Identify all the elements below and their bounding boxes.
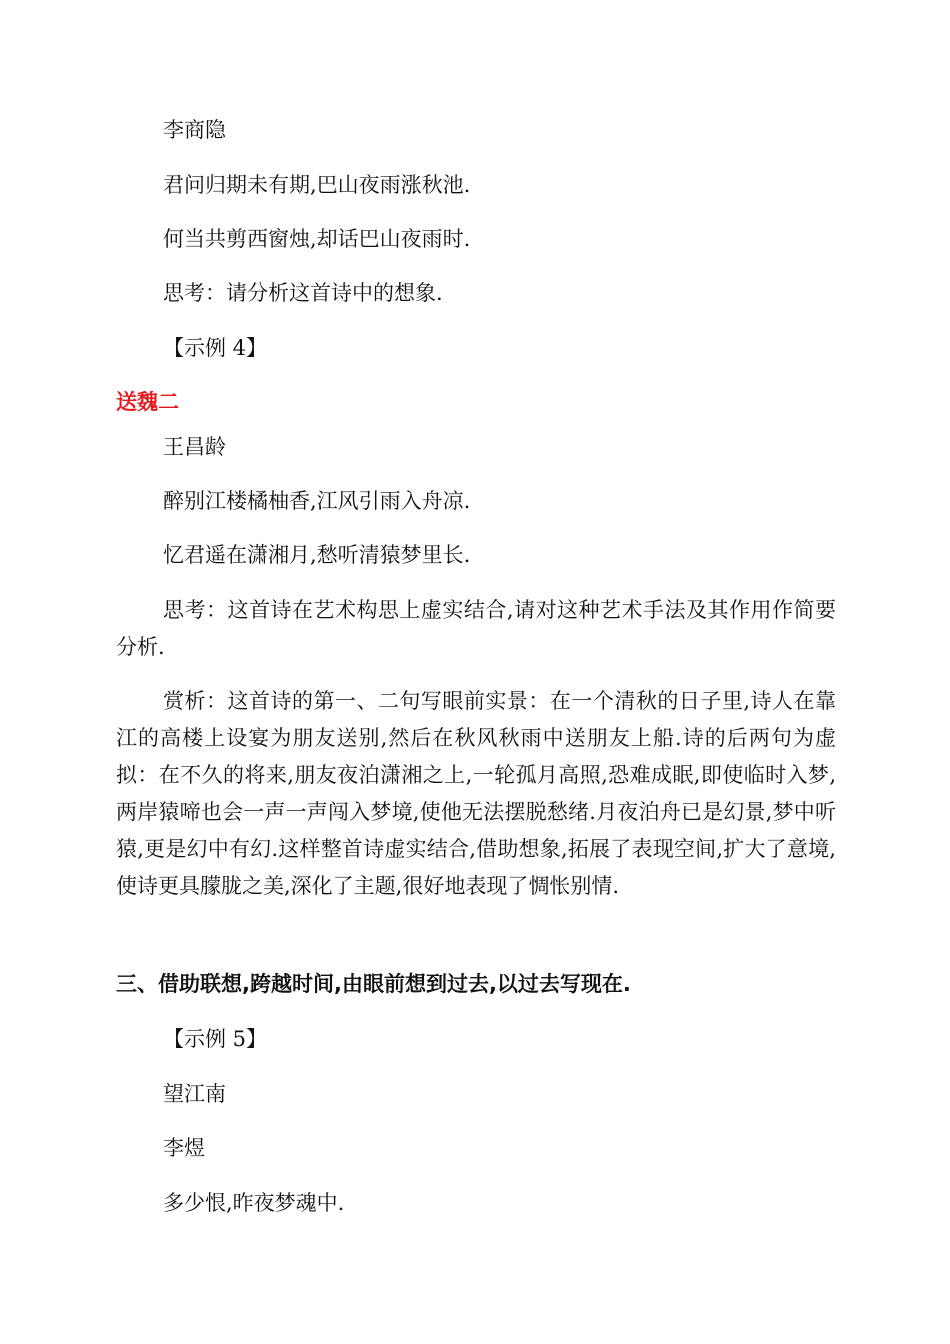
poem-author: 李煜 xyxy=(163,1136,205,1160)
poem-author: 王昌龄 xyxy=(163,435,226,459)
poem-title: 望江南 xyxy=(163,1082,226,1106)
poem-line: 何当共剪西窗烛,却话巴山夜雨时. xyxy=(163,227,471,251)
poem-line: 君问归期未有期,巴山夜雨涨秋池. xyxy=(163,173,471,197)
poem-line: 忆君遥在潇湘月,愁听清猿梦里长. xyxy=(163,543,471,567)
poem-line: 醉别江楼橘柚香,江风引雨入舟凉. xyxy=(163,489,471,513)
section-heading: 三、借助联想,跨越时间,由眼前想到过去,以过去写现在. xyxy=(116,972,631,996)
example-label: 【示例 5】 xyxy=(163,1027,268,1051)
poem-author: 李商隐 xyxy=(163,118,226,142)
appreciation-paragraph: 赏析：这首诗的第一、二句写眼前实景：在一个清秋的日子里,诗人在靠江的高楼上设宴为朋友送别,然后在秋风秋雨中送朋友上船.诗的后两句为虚拟：在不久的将来,朋友夜泊潇湘之上,一轮孤月高照,恐难成眠,即使临时入梦,两岸猿啼也会一声一声闯入梦境,使他无法摆脱愁绪.月夜泊舟已是幻景,梦中听猿,更是幻中有幻.这样整首诗虚实结合,借助想象,拓展了表现空间,扩大了意境,使诗更具朦胧之美,深化了主题,很好地表现了惆怅别情. xyxy=(116,689,836,898)
example-label: 【示例 4】 xyxy=(163,336,268,360)
poem-line: 多少恨,昨夜梦魂中. xyxy=(163,1191,345,1215)
question-text: 思考：请分析这首诗中的想象. xyxy=(163,281,443,305)
question-paragraph: 思考：这首诗在艺术构思上虚实结合,请对这种艺术手法及其作用作简要分析. xyxy=(116,598,836,659)
poem-title: 送魏二 xyxy=(116,390,179,414)
